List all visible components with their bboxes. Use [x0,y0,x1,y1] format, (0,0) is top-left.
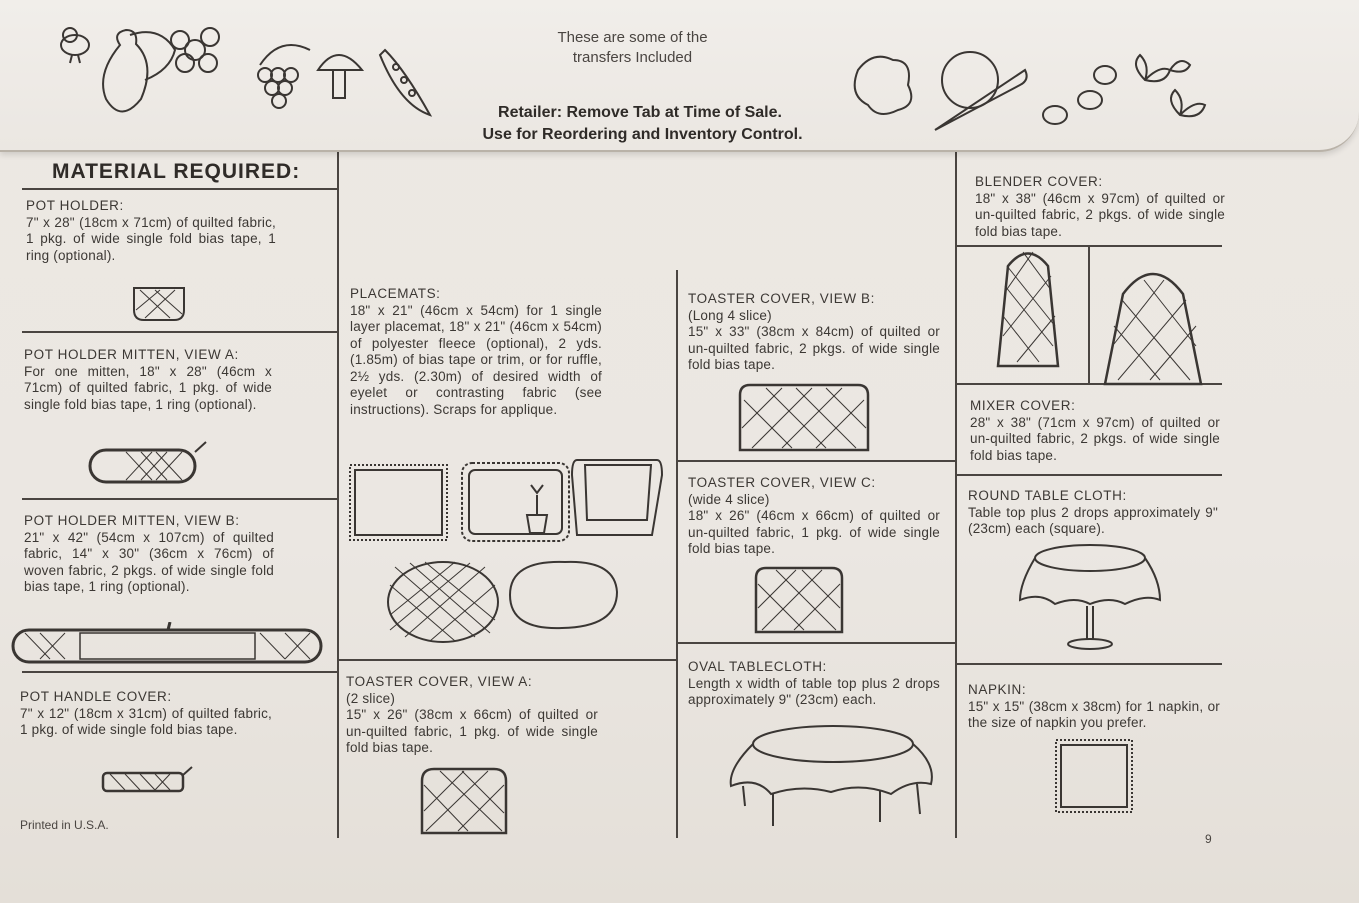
mixer-body: 28" x 38" (71cm x 97cm) of quilted or un-quilted fabric, 2 pkgs. of wide single fold bias tape. [970,414,1220,463]
section-oval-tablecloth [688,659,940,709]
divider-toaster-c [678,642,955,644]
toaster-a-title: TOASTER COVER, VIEW A: [346,674,533,689]
retailer-line-2: Use for Reordering and Inventory Control. [482,126,803,143]
napkin-body: 15" x 15" (38cm x 38cm) for 1 napkin, or the size of napkin you prefer. [968,698,1220,730]
pot-holder-illustration [130,282,190,324]
divider-round-tablecloth [957,663,1222,665]
blender-illustration-2 [1100,266,1208,388]
handle-cover-title: POT HANDLE COVER: [20,689,172,704]
round-tablecloth-illustration [1015,540,1165,655]
divider-col2 [676,270,678,838]
transfer-motifs-left [50,15,450,135]
divider-mixer [957,474,1222,476]
transfers-note: These are some of the transfers Included [557,29,708,66]
page-number: 9 [1205,832,1212,846]
blender-title: BLENDER COVER: [975,174,1103,189]
toaster-a-body: 15" x 26" (38cm x 66cm) of quilted or un-quilted fabric, 1 pkg. of wide single fold bias tape. [346,707,598,755]
section-mitten-b [24,513,274,596]
placemats-illustration [345,455,670,645]
toaster-a-illustration [418,765,510,837]
divider-col1 [337,150,339,838]
mitten-b-body: 21" x 42" (54cm x 107cm) of quilted fabric, 14" x 30" (36cm x 76cm) of woven fabric, 2 pkgs. of wide single fold bias tape, 1 ring (optional). [24,529,274,594]
section-handle-cover [20,689,272,739]
printed-in-usa: Printed in U.S.A. [20,818,109,832]
divider-col3 [955,150,957,838]
toaster-c-illustration [752,564,846,636]
oval-tablecloth-title: OVAL TABLECLOTH: [688,659,827,674]
toaster-c-subtitle: (wide 4 slice) [688,491,770,507]
mitten-a-title: POT HOLDER MITTEN, VIEW A: [24,347,239,362]
toaster-b-title: TOASTER COVER, VIEW B: [688,291,875,306]
pot-holder-body: 7" x 28" (18cm x 71cm) of quilted fabric, 1 pkg. of wide single fold bias tape, 1 ring (optional). [26,214,276,263]
section-pot-holder [26,198,276,264]
section-toaster-b [688,291,940,374]
placemats-body: 18" x 21" (46cm x 54cm) for 1 single layer placemat, 18" x 21" (46cm x 54cm) of polyester fleece (optional), 2 yds. (1.85m) of bias tape or trim, or for ruffle, 2½ yds. (2.30m) of desired width of eyelet or contrasting fabric (see instructions). Scraps for applique. [350,302,602,417]
oval-tablecloth-illustration [725,722,943,832]
section-toaster-a [346,674,598,757]
handle-cover-body: 7" x 12" (18cm x 31cm) of quilted fabric, 1 pkg. of wide single fold bias tape. [20,705,272,737]
divider-pot-holder [22,331,337,333]
mitten-b-illustration [10,622,326,666]
handle-cover-illustration [100,765,195,795]
retailer-tab-flap [0,0,1359,152]
section-mitten-a [24,347,272,413]
toaster-b-body: 15" x 33" (38cm x 84cm) of quilted or un-quilted fabric, 2 pkgs. of wide single fold bias tape. [688,324,940,372]
blender-body: 18" x 38" (46cm x 97cm) of quilted or un-quilted fabric, 2 pkgs. of wide single fold bias tape. [975,190,1225,239]
divider-toaster-b [678,460,955,462]
section-placemats [350,286,602,418]
mitten-b-title: POT HOLDER MITTEN, VIEW B: [24,513,240,528]
section-toaster-c [688,475,940,558]
divider-placemats [339,659,676,661]
section-blender [975,174,1225,240]
section-round-tablecloth [968,488,1218,538]
pot-holder-title: POT HOLDER: [26,198,124,213]
toaster-b-subtitle: (Long 4 slice) [688,307,772,323]
placemats-title: PLACEMATS: [350,286,441,301]
blender-illustration [993,246,1063,371]
napkin-title: NAPKIN: [968,682,1027,697]
round-tablecloth-body: Table top plus 2 drops approximately 9" (23cm) each (square). [968,504,1218,536]
retailer-line-1: Retailer: Remove Tab at Time of Sale. [498,104,782,121]
napkin-illustration [1052,736,1136,816]
section-mixer [970,398,1220,464]
oval-tablecloth-body: Length x width of table top plus 2 drops approximately 9" (23cm) each. [688,675,940,707]
toaster-c-body: 18" x 26" (46cm x 66cm) of quilted or un-quilted fabric, 1 pkg. of wide single fold bias tape. [688,508,940,556]
divider-mitten-a [22,498,337,500]
mitten-a-body: For one mitten, 18" x 28" (46cm x 71cm) of quilted fabric, 1 pkg. of wide single fold bias tape, 1 ring (optional). [24,363,272,412]
divider-blender-split [1088,245,1090,383]
mixer-title: MIXER COVER: [970,398,1076,413]
toaster-c-title: TOASTER COVER, VIEW C: [688,475,876,490]
divider-under-heading [22,188,337,190]
transfer-motifs-right [850,50,1220,140]
material-required-heading: MATERIAL REQUIRED: [52,160,301,183]
round-tablecloth-title: ROUND TABLE CLOTH: [968,488,1127,503]
mitten-a-illustration [86,440,211,488]
toaster-b-illustration [736,380,872,455]
section-napkin [968,682,1220,732]
toaster-a-subtitle: (2 slice) [346,690,396,706]
divider-mitten-b [22,671,337,673]
